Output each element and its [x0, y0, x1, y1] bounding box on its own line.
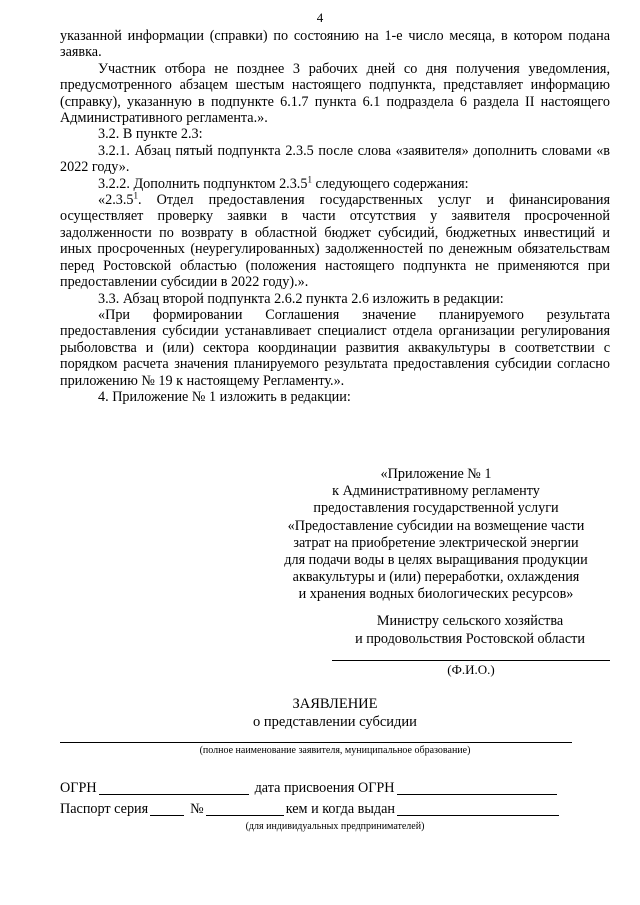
passport-issued-field[interactable]	[397, 801, 559, 816]
appendix-header-line: «Предоставление субсидии на возмещение части	[287, 517, 585, 534]
fio-label: (Ф.И.О.)	[447, 662, 495, 677]
text-run: 3.3. Абзац второй подпункта 2.6.2 пункта 2.6 изложить в редакции:	[98, 290, 504, 307]
text-run: 3.2. В пункте 2.3:	[98, 126, 203, 143]
text-run: «2.3.5	[98, 192, 134, 209]
paragraph	[60, 192, 610, 290]
paragraph	[60, 126, 610, 142]
appendix-header-line: к Административному регламенту	[332, 483, 540, 500]
ogrn-row	[60, 779, 559, 797]
passport-series-label: Паспорт серия	[60, 801, 149, 817]
ogrn-field[interactable]	[99, 780, 249, 795]
addressee-block	[330, 612, 610, 648]
text-run: 3.2.2. Дополнить подпунктом 2.3.5	[98, 175, 308, 192]
appendix-header-line: затрат на приобретение электрической энергии	[293, 534, 579, 551]
passport-number-label: №	[190, 801, 204, 817]
paragraph	[60, 291, 610, 307]
paragraph	[60, 61, 610, 127]
text-run: «При формировании Соглашения значение планируемого результата предоставления субсидии устанавливает специалист отдела организации регулирования рыболовства и (или) сектора координации развития аквакультуры в соответствии с порядком расчета значения планируемого результата предоставления субсидии согласно приложению № 19 к настоящему Регламенту.».	[60, 306, 610, 389]
paragraph	[60, 28, 610, 61]
body-text	[60, 28, 610, 405]
document-subtitle: о представлении субсидии	[253, 714, 417, 730]
passport-series-field[interactable]	[150, 801, 184, 816]
passport-row	[60, 800, 561, 818]
superscript: 1	[307, 173, 312, 184]
appendix-header-line: предоставления государственной услуги	[313, 500, 559, 517]
appendix-header-line: и хранения водных биологических ресурсов»	[298, 586, 574, 603]
paragraph	[60, 173, 610, 192]
ogrn-date-field[interactable]	[397, 780, 557, 795]
text-run: указанной информации (справки) по состоянию на 1-е число месяца, в котором подана заявка.	[60, 28, 610, 61]
ogrn-label: ОГРН	[60, 780, 97, 796]
applicant-note: (полное наименование заявителя, муниципальное образование)	[199, 745, 471, 756]
appendix-header-line: для подачи воды в целях выращивания продукции	[284, 552, 588, 569]
text-run: . Отдел предоставления государственных услуг и финансирования осуществляет проверку заявки в части отсутствия у заявителя просроченной задолженности по возврату в областной бюджет субсидий, бюджетных инвестиций и иных просроченных (неурегулированных) задолженностей по денежным обязательствам перед Ростовской областью (положения настоящего подпункта не применяются при предоставлении субсидии в 2022 году).».	[60, 192, 610, 291]
paragraph	[60, 143, 610, 176]
text-run: Участник отбора не позднее 3 рабочих дней со дня получения уведомления, предусмотренного абзацем шестым настоящего подпункта, представляет информацию (справку), указанную в подпункте 6.1.7 пункта 6.1 подраздела 6 раздела II настоящего Административного регламента.».	[60, 60, 610, 127]
ogrn-date-label: дата присвоения ОГРН	[254, 780, 395, 796]
paragraph	[60, 307, 610, 389]
text-run: 3.2.1. Абзац пятый подпункта 2.3.5 после слова «заявителя» дополнить словами «в 2022 году».	[60, 142, 610, 176]
superscript: 1	[133, 190, 138, 201]
addressee-line: и продовольствия Ростовской области	[355, 631, 585, 647]
addressee-line: Министру сельского хозяйства	[376, 613, 564, 629]
document-title: ЗАЯВЛЕНИЕ	[292, 696, 378, 712]
entrepreneurs-note: (для индивидуальных предпринимателей)	[245, 821, 425, 832]
appendix-header-line: аквакультуры и (или) переработки, охлаждения	[292, 569, 580, 586]
text-run: 4. Приложение № 1 изложить в редакции:	[98, 388, 351, 405]
appendix-header	[270, 466, 602, 604]
fio-signature-line	[332, 660, 610, 661]
appendix-header-line: «Приложение № 1	[380, 466, 492, 482]
applicant-name-line	[60, 742, 572, 743]
page-number: 4	[316, 10, 324, 25]
passport-number-field[interactable]	[206, 801, 284, 816]
paragraph	[60, 389, 610, 405]
text-run: следующего содержания:	[311, 175, 469, 192]
passport-issued-label: кем и когда выдан	[285, 801, 395, 817]
